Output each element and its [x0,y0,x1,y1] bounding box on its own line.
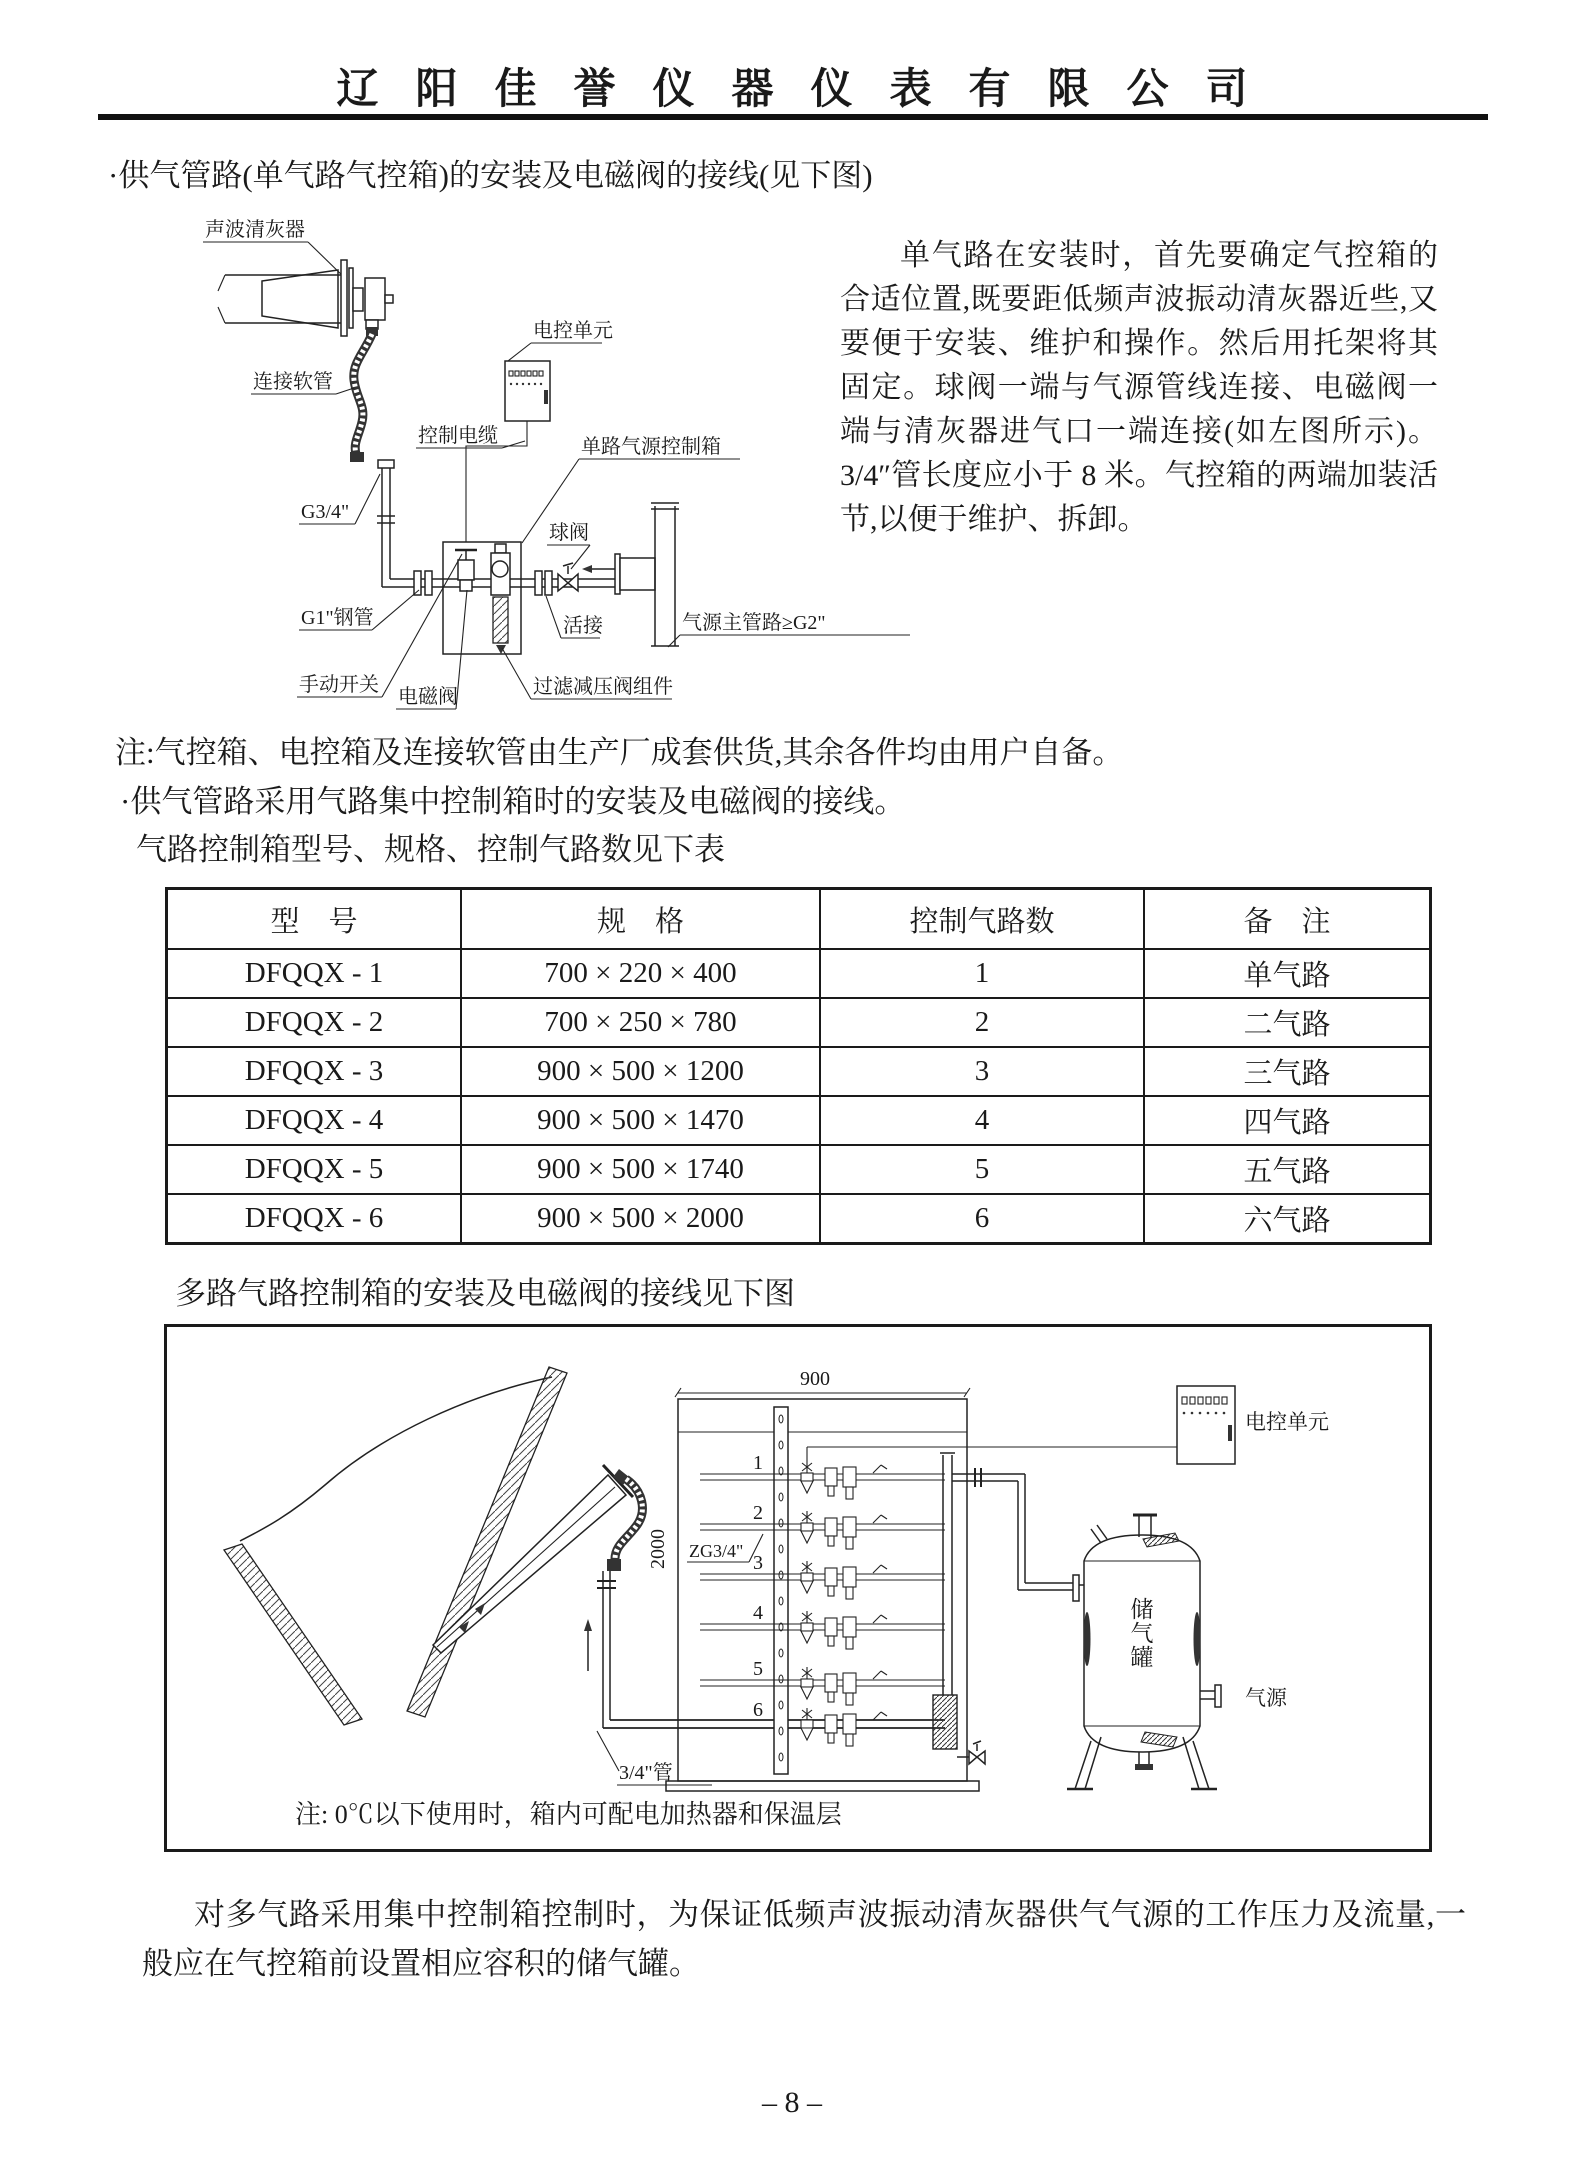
fig2-manifold-filter [933,1695,957,1749]
fig2-valve-assemblies [801,1461,887,1746]
fig2-branch-2: 2 [753,1502,763,1524]
fig1-label-control-unit: 电控单元 [533,320,613,342]
fig1-flow-arrow [582,565,592,573]
fig2-cabinet [678,1399,967,1781]
figure2-frame [164,1324,1432,1852]
fig1-label-g34: G3/4" [301,501,350,523]
fig1-control-unit-indicators [509,371,548,404]
fig1-label-sonic-cleaner: 声波清灰器 [205,219,305,241]
fig2-tank-char-1: 储 [1130,1597,1154,1622]
fig2-note: 注: 0℃以下使用时，箱内可配电加热器和保温层 [295,1800,842,1829]
fig2-branch-4: 4 [753,1602,763,1624]
fig2-tank-char-3: 罐 [1130,1645,1154,1670]
fig2-hopper-left-wall [224,1544,362,1725]
header-rule [98,114,1488,120]
table-header-row [167,889,1430,949]
fig1-label-union: 活接 [563,615,603,637]
fig2-dim-2000: 2000 [647,1529,669,1569]
fig1-label-ball-valve: 球阀 [549,522,589,544]
fig2-tank-char-2: 气 [1130,1621,1154,1646]
bullet-single-line-install: ·供气管路(单气路气控箱)的安装及电磁阀的接线(见下图) [108,158,873,193]
fig1-horn [262,270,338,328]
fig2-label-control-unit: 电控单元 [1245,1410,1329,1434]
bullet-central-control: ·供气管路采用气路集中控制箱时的安装及电磁阀的接线。 [120,784,906,819]
table-row: DFQQX - 5 900 × 500 × 1740 5 五气路 [167,1145,1430,1194]
table-row: DFQQX - 1 700 × 220 × 400 1 单气路 [167,949,1430,998]
fig1-label-control-cable: 控制电缆 [418,425,498,447]
fig1-label-control-box: 单路气源控制箱 [581,436,721,458]
fig1-label-filter: 过滤减压阀组件 [533,676,673,698]
fig2-label-pipe34: 3/4"管 [619,1762,673,1784]
table-row: DFQQX - 4 900 × 500 × 1470 4 四气路 [167,1096,1430,1145]
col-model: 型 号 [167,889,461,949]
col-remark: 备 注 [1144,889,1430,949]
spec-table [166,888,1431,1244]
fig2-label-air-source: 气源 [1245,1686,1287,1710]
fig2-control-unit-indicators [1182,1397,1232,1441]
supply-note: 注:气控箱、电控箱及连接软管由生产厂成套供货,其余各件均由用户自备。 [115,735,1124,770]
col-circuits: 控制气路数 [820,889,1144,949]
fig2-branch-pipes [700,1474,945,1686]
spec-table-wrap [166,888,1431,1244]
fig1-label-main-line: 气源主管路≥G2" [682,612,826,634]
fig1-control-unit [505,361,550,421]
fig1-label-manual-switch: 手动开关 [299,674,379,696]
fig1-label-solenoid: 电磁阀 [398,686,458,708]
page-number: – 8 – [762,2086,822,2119]
table-intro-line: 气路控制箱型号、规格、控制气路数见下表 [136,832,725,867]
fig2-branch-1: 1 [753,1452,763,1474]
figure2-multi-line-diagram [167,1327,1429,1849]
fig2-dim-900: 900 [800,1368,830,1390]
table-row: DFQQX - 6 900 × 500 × 2000 6 六气路 [167,1194,1430,1243]
fig2-flow-arrow [584,1619,592,1631]
company-title: 辽阳佳誉仪器仪表有限公司 [336,67,1285,113]
table-row: DFQQX - 3 900 × 500 × 1200 3 三气路 [167,1047,1430,1096]
fig2-branch-5: 5 [753,1658,763,1680]
table-row: DFQQX - 2 700 × 250 × 780 2 二气路 [167,998,1430,1047]
fig1-label-hose: 连接软管 [253,371,333,393]
closing-paragraph: 对多气路采用集中控制箱控制时，为保证低频声波振动清灰器供气气源的工作压力及流量,一般应在气控箱前设置相应容积的储气罐。 [142,1897,1466,1981]
col-spec: 规 格 [461,889,820,949]
fig2-label-zg34: ZG3/4" [689,1541,744,1561]
fig2-branch-6: 6 [753,1699,763,1721]
fig2-branch-3: 3 [753,1552,763,1574]
fig2-rail [774,1407,788,1774]
fig1-label-g1-pipe: G1"钢管 [301,607,374,629]
multi-line-title: 多路气路控制箱的安装及电磁阀的接线见下图 [175,1276,795,1311]
install-paragraph: 单气路在安装时，首先要确定气控箱的合适位置,既要距低频声波振动清灰器近些,又要便于安装、维护和操作。然后用托架将其固定。球阀一端与气源管线连接、电磁阀一端与清灰器进气口一端连接(如左图所示)。3/4″管长度应小于 8 米。气控箱的两端加装活节,以便于维护、拆卸。 [840,239,1438,536]
